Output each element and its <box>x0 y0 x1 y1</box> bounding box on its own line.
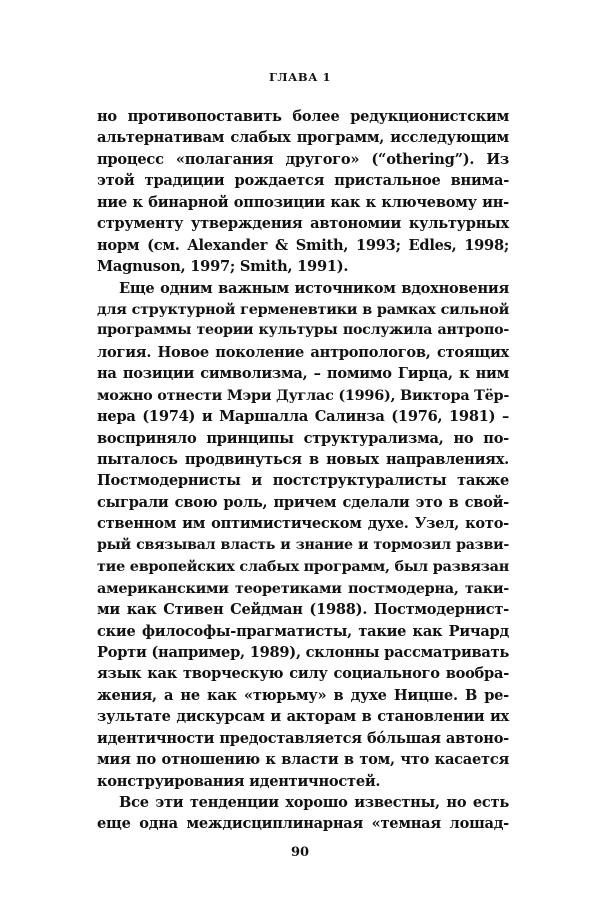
text-line: Все эти тенденции хорошо известны, но есть <box>119 794 509 811</box>
text-line: струменту утверждения автономии культурных <box>97 215 509 233</box>
text-line: Рорти (например, 1989), склонны рассматривать <box>97 643 510 661</box>
text-line: альтернативам слабых программ, исследующим <box>97 129 509 147</box>
text-line: мия по отношению к власти в том, что касается <box>97 751 509 769</box>
text-line: американскими теоретиками постмодерна, таки- <box>97 579 509 597</box>
text-line: зультате дискурсам и акторам в становлении их <box>97 708 509 726</box>
text-line: жения, а не как «тюрьму» в духе Ницше. В ре- <box>97 686 509 704</box>
text-line: для структурной герменевтики в рамках сильной <box>97 300 509 318</box>
text-line: на позиции символизма, – помимо Гирца, к ним <box>97 365 509 383</box>
text-line: ские философы-прагматисты, такие как Ричард <box>97 622 509 640</box>
text-line: Еще одним важным источником вдохновения <box>119 279 509 297</box>
text-line: ственном им оптимистическом духе. Узел, кото- <box>97 515 509 533</box>
running-head: ГЛАВА 1 <box>268 70 332 84</box>
text-line: норм (см. Alexander & Smith, 1993; Edles, 1998; <box>97 236 509 254</box>
text-line: логия. Новое поколение антропологов, стоящих <box>97 343 509 361</box>
text-line: ние к бинарной оппозиции как к ключевому ин- <box>97 193 509 211</box>
text-line: восприняло принципы структурализма, но по- <box>97 429 509 447</box>
text-line: этой традиции рождается пристальное внима- <box>97 172 509 190</box>
text-line: процесс «полагания другого» (“othering”). Из <box>97 150 509 168</box>
text-line: язык как творческую силу социального вообра- <box>97 665 509 683</box>
text-line: рый связывал власть и знание и тормозил разви- <box>97 536 509 553</box>
text-line: ми как Стивен Сейдман (1988). Постмодернист- <box>97 601 509 619</box>
text-line: конструирования идентичностей. <box>97 772 381 790</box>
text-line: сыграли свою роль, причем сделали это в свой- <box>97 493 509 511</box>
text-line: программы теории культуры послужила антропо- <box>97 322 509 339</box>
text-line: можно отнести Мэри Дуглас (1996), Виктора Тёр- <box>97 386 510 404</box>
text-line: Magnuson, 1997; Smith, 1991). <box>97 258 349 276</box>
text-line: тие европейских слабых программ, был развязан <box>97 558 509 576</box>
text-line: пыталось продвинуться в новых направлениях. <box>97 451 509 468</box>
text-line: идентичности предоставляется бóльшая автоно- <box>97 729 509 747</box>
text-line: еще одна междисциплинарная «темная лошад- <box>97 815 509 833</box>
text-line: Постмодернисты и постструктуралисты также <box>97 472 509 490</box>
page-number: 90 <box>290 845 310 860</box>
text-line: нера (1974) и Маршалла Салинза (1976, 1981) – <box>97 408 509 426</box>
body-text <box>97 106 509 835</box>
text-line: но противопоставить более редукционистским <box>97 108 509 125</box>
